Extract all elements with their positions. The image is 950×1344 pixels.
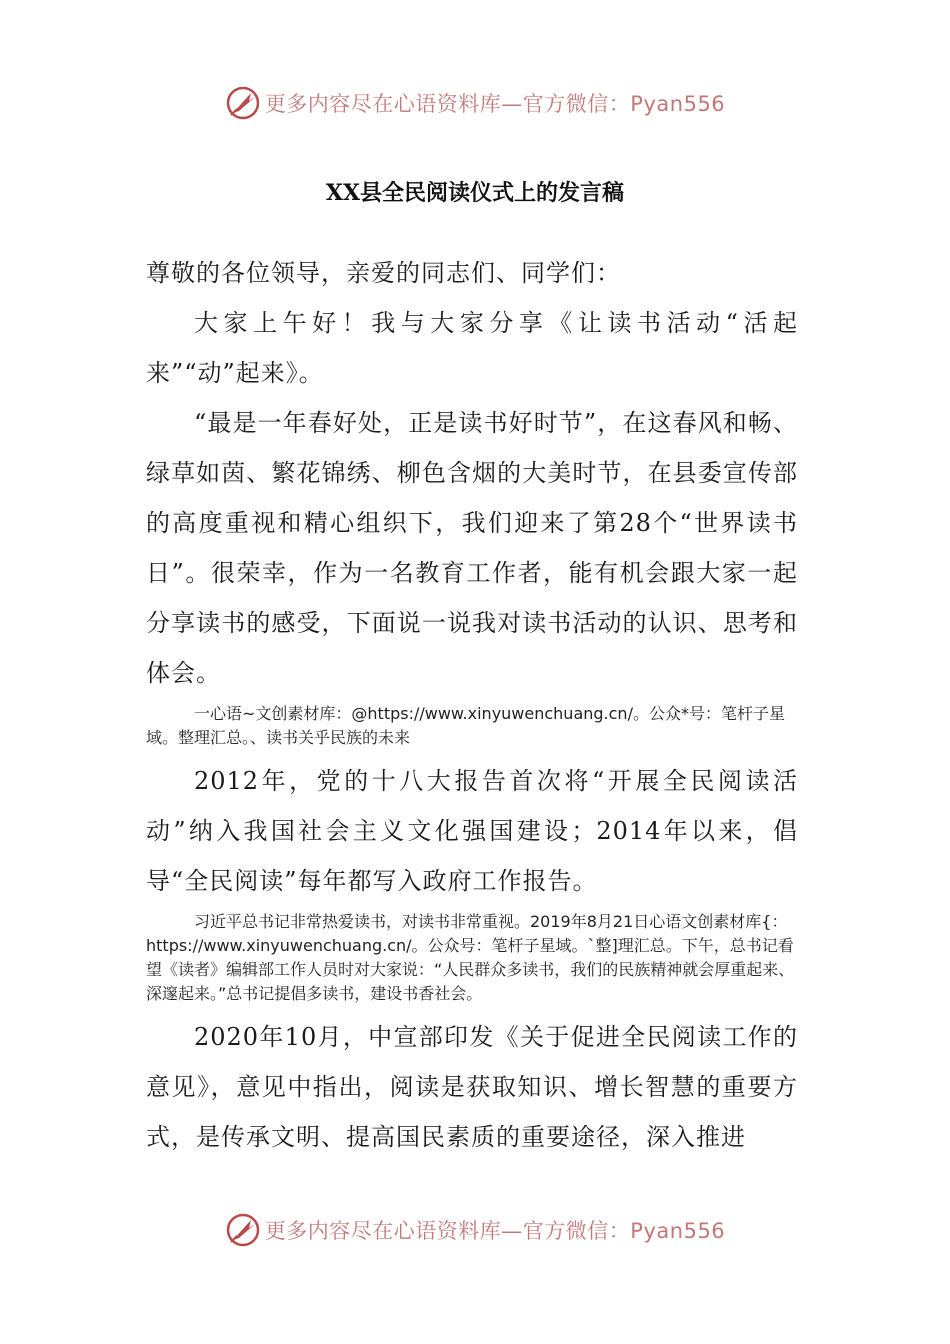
footer-banner (0, 1205, 950, 1255)
paragraph-4: 2020年10月，中宣部印发《关于促进全民阅读工作的意见》，意见中指出，阅读是获取知识、增长智慧的重要方式，是传承文明、提高国民素质的重要途径，深入推进 (146, 1023, 798, 1151)
paragraph-3: 2012年，党的十八大报告首次将“开展全民阅读活动”纳入我国社会主义文化强国建设；2014年以来，倡导“全民阅读”每年都写入政府工作报告。 (146, 767, 798, 895)
document-body (146, 248, 798, 1162)
note-1: 一心语~文创素材库：@https://www.xinyuwenchuang.cn/。公众*号：笔杆子星域。整理汇总。、读书关乎民族的未来 (146, 704, 785, 747)
quill-logo-icon (225, 1212, 261, 1248)
paragraph-2: “最是一年春好处，正是读书好时节”，在这春风和畅、绿草如茵、繁花锦绣、柳色含烟的大美时节，在县委宣传部的高度重视和精心组织下，我们迎来了第28个“世界读书日”。很荣幸，作为一名教育工作者，能有机会跟大家一起分享读书的感受，下面说一说我对读书活动的认识、思考和体会。 (146, 409, 798, 687)
header-banner (0, 78, 950, 128)
document-title: XX县全民阅读仪式上的发言稿 (325, 180, 625, 206)
note-2: 习近平总书记非常热爱读书，对读书非常重视。2019年8月21日心语文创素材库{：https://www.xinyuwenchuang.cn/。公众号：笔杆子星域。`整]理汇总。下午，总书记看望《读者》编辑部工作人员时对大家说：“人民群众多读书，我们的民族精神就会厚重起来、深邃起来。”总书记提倡多读书，建设书香社会。 (146, 912, 795, 1003)
header-banner-text: 更多内容尽在心语资料库—官方微信：Pyan556 (264, 92, 726, 116)
salutation: 尊敬的各位领导，亲爱的同志们、同学们： (146, 259, 621, 287)
paragraph-1: 大家上午好！我与大家分享《让读书活动“活起来”“动”起来》。 (146, 309, 798, 387)
quill-logo-icon (225, 85, 261, 121)
footer-banner-text: 更多内容尽在心语资料库—官方微信：Pyan556 (264, 1219, 726, 1243)
